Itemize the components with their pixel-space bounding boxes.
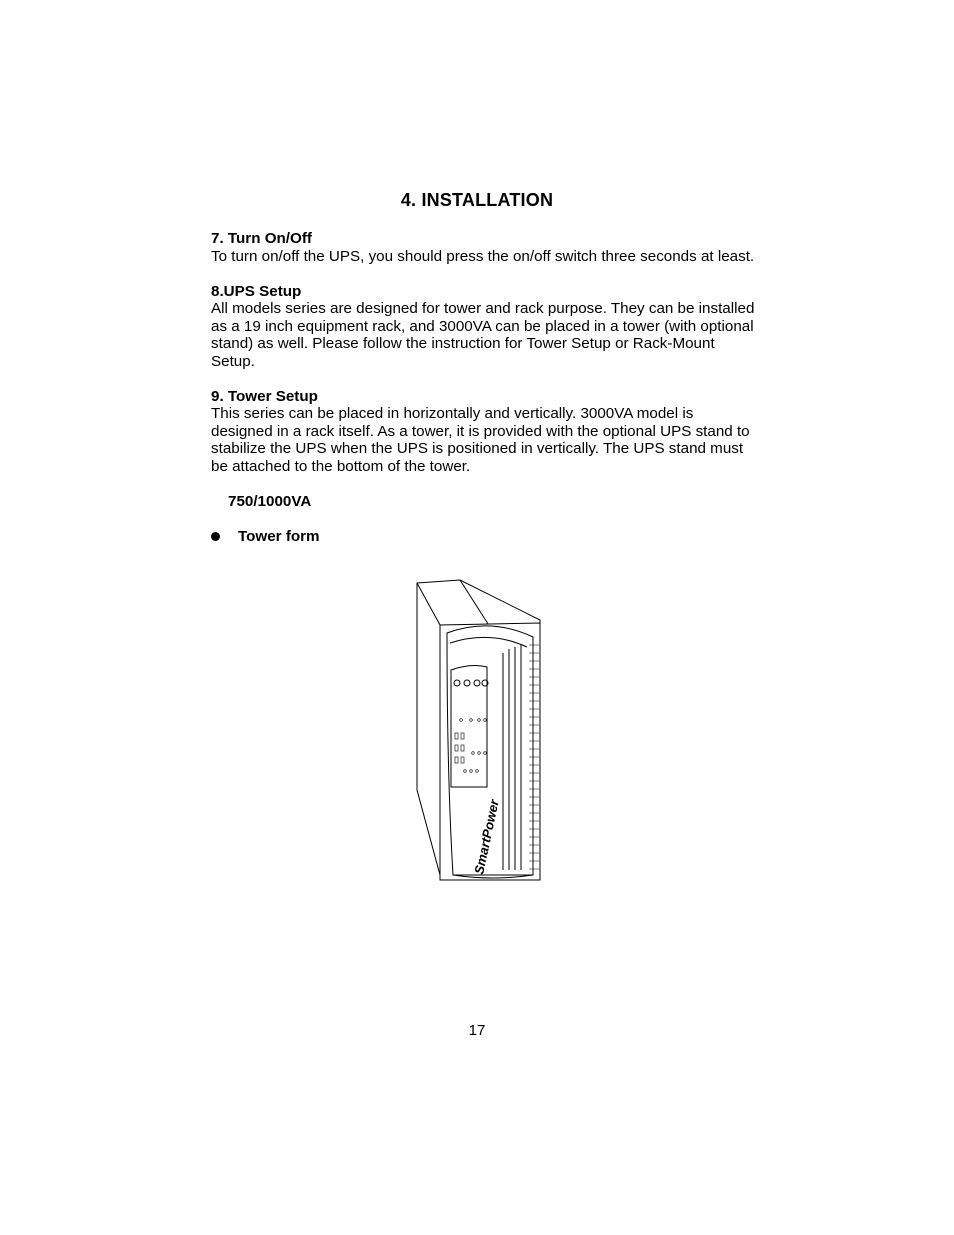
page-content [211,230,756,545]
ups-tower-illustration [405,575,550,895]
page-number: 17 [468,1022,486,1039]
model-label: 750/1000VA [228,492,312,510]
bullet-dot-icon [211,532,220,541]
bullet-item-tower-form [211,528,756,546]
section-body: All models series are designed for tower and rack purpose. They can be installed as a 19 inch equipment rack, and 3000VA can be placed in a tower (with optional stand) as well. Please follow the instruction for Tower Setup or Rack-Mount Setup. [211,300,755,370]
section-heading: 7. Turn On/Off [211,230,312,247]
section-heading: 8.UPS Setup [211,282,302,300]
section-heading: 9. Tower Setup [211,387,318,405]
section-ups-setup [211,283,756,371]
section-turn-on-off [211,230,756,265]
section-body: This series can be placed in horizontally and vertically. 3000VA model is designed in a rack itself. As a tower, it is provided with the optional UPS stand to stabilize the UPS when the UPS is positioned in vertically. The UPS stand must be attached to the bottom of the tower. [211,405,750,475]
section-tower-setup [211,388,756,476]
brand-logo: SmartPower [471,798,502,876]
bullet-label: Tower form [238,527,320,545]
section-body: To turn on/off the UPS, you should press the on/off switch three seconds at least. [211,247,755,265]
page-title: 4. INSTALLATION [400,190,554,210]
